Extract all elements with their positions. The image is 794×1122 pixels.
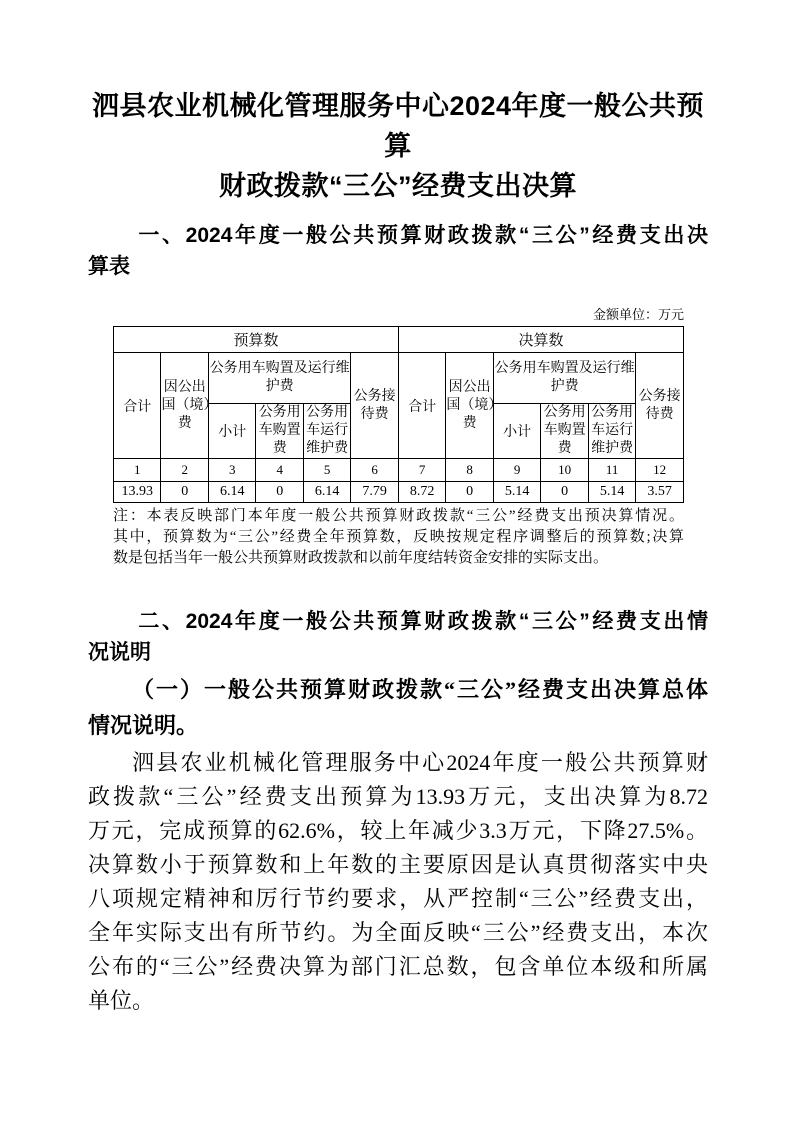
header-line: 待费	[645, 406, 674, 422]
section-1-heading-line-2: 算表	[88, 255, 130, 278]
group-header-final: 决算数	[398, 327, 683, 353]
header-vehicle-group-budget	[208, 353, 350, 404]
header-line: 车运行	[306, 423, 349, 438]
table-block	[113, 306, 684, 503]
body-line: 泗县农业机械化管理服务中心2024年度一般公共预算财	[132, 750, 708, 775]
value-final-reception: 3.57	[636, 482, 684, 503]
header-line: 公务接	[353, 388, 396, 404]
value-budget-reception: 7.79	[351, 482, 398, 503]
header-line: 公务接	[638, 388, 681, 404]
body-line: 公布的“三公”经费决算为部门汇总数，包含单位本级和所属	[88, 954, 708, 979]
header-total-final: 合计	[398, 353, 445, 459]
section-1-heading-line-1: 一、2024年度一般公共预算财政拨款“三公”经费支出决	[138, 224, 708, 247]
value-final-operation: 5.14	[588, 482, 635, 503]
header-line: 护费	[550, 379, 579, 394]
body-line: 决算数小于预算数和上年数的主要原因是认真贯彻落实中央	[88, 852, 708, 877]
header-line: 国（境）	[161, 397, 218, 413]
col-number: 6	[351, 459, 398, 482]
value-final-total: 8.72	[398, 482, 445, 503]
body-line: 单位。	[88, 988, 155, 1013]
value-budget-operation: 6.14	[303, 482, 350, 503]
body-line: 八项规定精神和厉行节约要求，从严控制“三公”经费支出，	[88, 886, 708, 911]
body-paragraph	[88, 746, 708, 1018]
col-number: 9	[493, 459, 540, 482]
header-line: 车购置	[258, 423, 301, 438]
header-operation-budget	[303, 404, 350, 459]
header-abroad-budget	[161, 353, 218, 459]
header-purchase-budget	[256, 404, 303, 459]
subsection-1-heading-line-1: （一）一般公共预算财政拨款“三公”经费支出决算总体	[132, 677, 708, 702]
section-1-heading	[88, 220, 708, 282]
header-reception-final	[636, 353, 684, 459]
header-line: 费	[557, 441, 572, 456]
value-final-purchase: 0	[541, 482, 588, 503]
subsection-1-heading-line-2: 情况说明。	[88, 713, 199, 738]
col-number: 7	[398, 459, 445, 482]
value-final-subtotal: 5.14	[493, 482, 540, 503]
header-vehicle-group-final	[493, 353, 635, 404]
header-line: 维护费	[591, 441, 634, 456]
group-header-budget: 预算数	[114, 327, 399, 353]
table-note-line-3: 数是包括当年一般公共预算财政拨款和以前年度结转资金安排的实际支出。	[113, 550, 609, 566]
value-final-abroad: 0	[446, 482, 493, 503]
header-line: 公务用车购置及运行维	[494, 361, 635, 376]
header-total-budget: 合计	[114, 353, 161, 459]
header-line: 因公出	[163, 379, 206, 395]
value-budget-abroad: 0	[161, 482, 208, 503]
subsection-1-heading	[88, 672, 708, 744]
header-abroad-final	[446, 353, 503, 459]
header-line: 公务用	[591, 405, 634, 420]
header-line: 公务用	[306, 405, 349, 420]
table-note	[113, 506, 684, 569]
document-title-line-1: 泗县农业机械化管理服务中心2024年度一般公共预算	[91, 91, 705, 161]
col-number: 5	[303, 459, 350, 482]
header-line: 车运行	[591, 423, 634, 438]
header-operation-final	[588, 404, 635, 459]
col-number: 1	[114, 459, 161, 482]
table-note-line-2: 其中，预算数为“三公”经费全年预算数，反映按规定程序调整后的预算数;决算	[113, 529, 684, 545]
col-number: 2	[161, 459, 208, 482]
header-purchase-final	[541, 404, 588, 459]
header-line: 费	[462, 415, 477, 431]
header-subtotal-final: 小计	[493, 404, 540, 459]
col-number: 3	[208, 459, 255, 482]
header-line: 因公出	[448, 379, 491, 395]
section-2-heading	[88, 606, 708, 668]
document-title-line-2: 财政拨款“三公”经费支出决算	[219, 171, 577, 201]
header-line: 费	[272, 441, 287, 456]
value-budget-total: 13.93	[114, 482, 161, 503]
body-line: 全年实际支出有所节约。为全面反映“三公”经费支出，本次	[88, 920, 708, 945]
col-number: 11	[588, 459, 635, 482]
header-line: 国（境）	[446, 397, 503, 413]
value-budget-purchase: 0	[256, 482, 303, 503]
header-line: 费	[177, 415, 192, 431]
document-title	[88, 86, 708, 206]
header-line: 护费	[265, 379, 294, 394]
section-2-heading-line-1: 二、2024年度一般公共预算财政拨款“三公”经费支出情	[138, 610, 708, 633]
header-line: 公务用	[258, 405, 301, 420]
value-budget-subtotal: 6.14	[208, 482, 255, 503]
header-line: 待费	[360, 406, 389, 422]
col-number: 4	[256, 459, 303, 482]
body-line: 万元，完成预算的62.6%，较上年减少3.3万元，下降27.5%。	[88, 818, 708, 843]
body-line: 政拨款“三公”经费支出预算为13.93万元，支出决算为8.72	[88, 784, 708, 809]
header-subtotal-budget: 小计	[208, 404, 255, 459]
header-line: 维护费	[306, 441, 349, 456]
section-2-heading-line-2: 况说明	[88, 641, 151, 664]
header-line: 公务用车购置及运行维	[209, 361, 350, 376]
header-line: 车购置	[543, 423, 586, 438]
header-line: 公务用	[543, 405, 586, 420]
col-number: 12	[636, 459, 684, 482]
table-note-line-1: 注：本表反映部门本年度一般公共预算财政拨款“三公”经费支出预决算情况。	[113, 508, 684, 524]
header-reception-budget	[351, 353, 398, 459]
sangong-expense-table	[113, 326, 684, 503]
amount-unit-label: 金额单位：万元	[592, 307, 684, 322]
col-number: 8	[446, 459, 493, 482]
col-number: 10	[541, 459, 588, 482]
